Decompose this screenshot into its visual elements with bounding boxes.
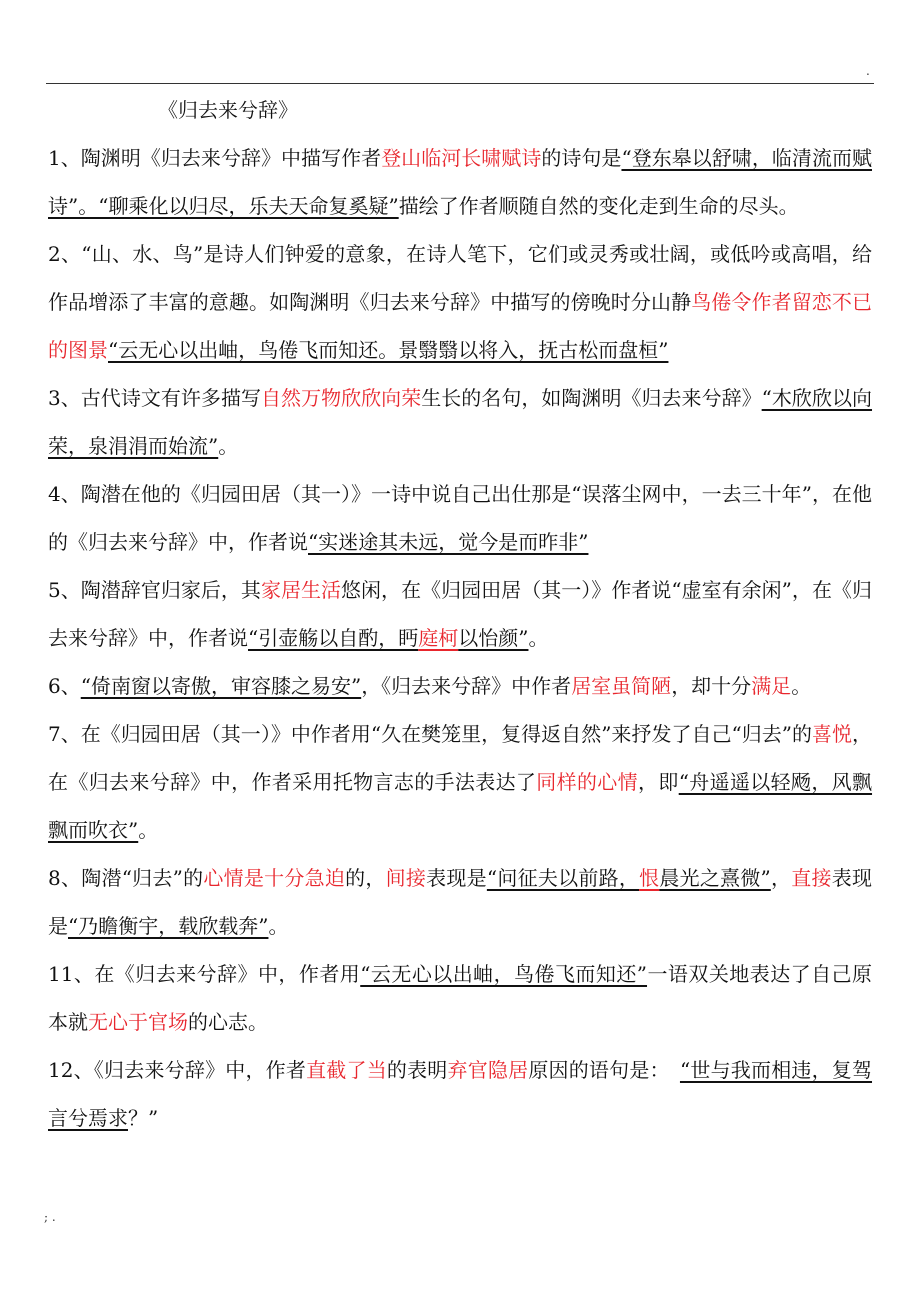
- body-text: ，却十分: [671, 674, 752, 698]
- body-text: 。: [268, 914, 289, 938]
- highlight-text: 直接: [791, 866, 832, 890]
- highlight-text: 间接: [385, 866, 427, 890]
- quoted-verse: “倚南窗以寄傲，审容膝之易安”: [80, 674, 362, 698]
- quoted-verse: “问征夫以前路，: [486, 866, 640, 890]
- body-text: 8、陶潜“归去”的: [48, 866, 204, 890]
- body-text: 。: [528, 626, 549, 650]
- highlight-text: 满足: [751, 674, 792, 698]
- highlight-text: 恨: [639, 866, 660, 890]
- body-text: ，: [770, 866, 792, 890]
- quoted-verse: “世与我而相违，复驾言兮焉求: [48, 1058, 873, 1130]
- document-body: [48, 134, 872, 1142]
- paragraph-p7: [48, 710, 872, 854]
- body-text: 的诗句是: [541, 146, 622, 170]
- highlight-text: 无心于官场: [88, 1010, 188, 1034]
- body-text: 的，: [345, 866, 386, 890]
- body-text: ？”: [128, 1106, 159, 1130]
- body-text: 表现是: [426, 866, 487, 890]
- paragraph-p4: [48, 470, 872, 566]
- quoted-verse: “乃瞻衡宇，载欣载奔”: [68, 914, 269, 938]
- header-mark: .: [866, 64, 870, 78]
- quoted-verse: “舟遥遥以轻飏，风飘飘而吹衣”: [48, 770, 873, 842]
- body-text: 5、陶潜辞官归家后，其: [48, 578, 261, 602]
- quoted-verse: “实迷途其未远，觉今是而昨非”: [308, 530, 589, 554]
- body-text: 1、陶渊明《归去来兮辞》中描写作者: [48, 146, 382, 170]
- highlight-text: 家居生活: [260, 578, 342, 602]
- quoted-verse: 以怡颜”: [458, 626, 529, 650]
- paragraph-p6: [48, 662, 872, 710]
- quoted-verse: “木欣欣以向荣，泉涓涓而始流”: [48, 386, 873, 458]
- highlight-text: 同样的心情: [536, 770, 638, 794]
- document-title: 《归去来兮辞》: [158, 98, 298, 122]
- header-rule: [46, 83, 874, 84]
- highlight-text: 直截了当: [306, 1058, 387, 1082]
- highlight-text: 喜悦: [811, 722, 853, 746]
- body-text: 4、陶潜在他的《归园田居（其一）》一诗中说自己出仕那是“误落尘网中，一去三十年”，在他的《归去来兮辞》中，作者说: [48, 482, 872, 554]
- body-text: 12、《归去来兮辞》中，作者: [48, 1058, 307, 1082]
- body-text: 7、在《归园田居（其一）》中作者用“久在樊笼里，复得返自然”来抒发了自己“归去”的: [48, 722, 812, 746]
- body-text: 11、在《归去来兮辞》中，作者用: [48, 962, 361, 986]
- body-text: 描绘了作者顺随自然的变化走到生命的尽头。: [398, 194, 799, 218]
- body-text: 的心志。: [188, 1010, 268, 1034]
- body-text: 生长的名句，如陶渊明《归去来兮辞》: [421, 386, 762, 410]
- quoted-verse: “云无心以出岫，鸟倦飞而知还”: [360, 962, 648, 986]
- footer-mark: ; .: [44, 1210, 56, 1224]
- body-text: ，即: [638, 770, 679, 794]
- quoted-verse: 晨光之熹微”: [659, 866, 771, 890]
- quoted-verse: “云无心以出岫，鸟倦飞而知还。景翳翳以将入，抚古松而盘桓”: [108, 338, 669, 362]
- paragraph-p5: [48, 566, 872, 662]
- paragraph-p2: [48, 230, 872, 374]
- highlight-text: 鸟倦令作者留恋不已的图景: [48, 290, 873, 362]
- paragraph-p1: [48, 134, 872, 230]
- body-text: 2、“山、水、鸟”是诗人们钟爱的意象，在诗人笔下，它们或灵秀或壮阔，或低吟或高唱，给作品增添了丰富的意趣。如陶渊明《归去来兮辞》中描写的傍晚时分山静: [48, 242, 872, 314]
- body-text: 原因的语句是：: [528, 1058, 680, 1082]
- highlight-text: 登山临河长啸赋诗: [381, 146, 542, 170]
- body-text: 悠闲，在《归园田居（其一）》作者说“虚室有余闲”，在《归去来兮辞》中，作者说: [48, 578, 872, 650]
- body-text: 3、古代诗文有许多描写: [48, 386, 262, 410]
- paragraph-p3: [48, 374, 872, 470]
- body-text: 。: [138, 818, 159, 842]
- highlight-text: 居室虽简陋: [571, 674, 672, 698]
- paragraph-p11: [48, 950, 872, 1046]
- body-text: ，《归去来兮辞》中作者: [361, 674, 572, 698]
- body-text: 。: [218, 434, 239, 458]
- body-text: 表现是: [48, 866, 873, 938]
- highlight-text: 庭柯: [418, 626, 459, 650]
- body-text: 。: [791, 674, 812, 698]
- body-text: ，在《归去来兮辞》中，作者采用托物言志的手法表达了: [48, 722, 873, 794]
- quoted-verse: “引壶觞以自酌，眄: [248, 626, 419, 650]
- body-text: 一语双关地表达了自己原本就: [48, 962, 873, 1034]
- highlight-text: 弃官隐居: [447, 1058, 529, 1082]
- quoted-verse: “登东皋以舒啸，临清流而赋诗”。“聊乘化以归尽，乐夫天命复奚疑”: [48, 146, 872, 218]
- paragraph-p12: [48, 1046, 872, 1142]
- body-text: 的表明: [386, 1058, 448, 1082]
- body-text: 6、: [48, 674, 81, 698]
- highlight-text: 自然万物欣欣向荣: [261, 386, 422, 410]
- paragraph-p8: [48, 854, 872, 950]
- highlight-text: 心情是十分急迫: [203, 866, 346, 890]
